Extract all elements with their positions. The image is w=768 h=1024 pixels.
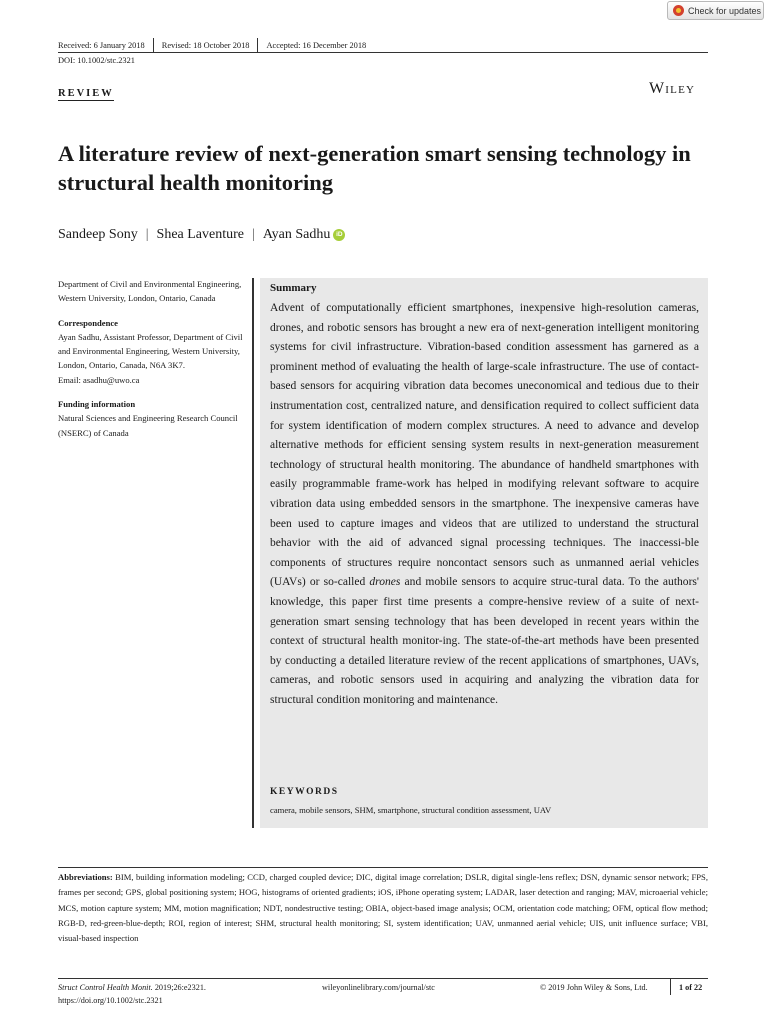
affiliation: Department of Civil and Environmental Engineering, Western University, London, Ontario, Canada (58, 279, 242, 304)
summary-italic-term: drones (369, 576, 401, 589)
author-divider: | (145, 227, 149, 242)
author-name: Ayan Sadhu (262, 227, 331, 242)
orcid-icon[interactable]: iD (333, 229, 345, 241)
received-date: Received: 6 January 2018 (58, 41, 145, 50)
affiliation-sidebar (58, 277, 248, 440)
abbreviations-rule (58, 867, 708, 868)
keywords-list: camera, mobile sensors, SHM, smartphone, structural condition assessment, UAV (270, 805, 552, 815)
author-divider: | (252, 227, 255, 242)
page-number: 1 of 22 (679, 983, 703, 992)
revised-date: Revised: 18 October 2018 (161, 41, 250, 50)
header-rule (58, 52, 708, 53)
crossmark-icon (673, 5, 684, 16)
footer-citation (58, 983, 206, 992)
abbreviations (58, 870, 708, 946)
funding-heading: Funding information (58, 399, 136, 410)
footer-rule (58, 978, 708, 979)
footer-journal: Struct Control Health Monit. (58, 983, 153, 992)
doi: DOI: 10.1002/stc.2321 (58, 56, 135, 65)
summary-text-part: and mobile sensors to acquire struc-tural data. To the authors' knowledge, this paper first time presents a compre-hensive review of a suite of next-generation smart sensing technology that has been developed in recent years within the context of structural health monitor-ing. The state-of-the-art methods have been presented by conducting a detailed literature review of the recent applications of smartphones, UAVs, cameras, and robotic sensors used in acquiring and analyzing the vibration data for structural condition monitoring and maintenance. (270, 576, 699, 706)
column-divider (252, 278, 254, 828)
footer-doi-link[interactable]: https://doi.org/10.1002/stc.2321 (58, 996, 163, 1005)
correspondence-email[interactable]: Email: asadhu@uwo.ca (58, 374, 140, 385)
footer-divider (670, 979, 671, 995)
keywords-heading: KEYWORDS (270, 787, 339, 797)
publisher-logo: Wiley (649, 80, 696, 97)
footer-volume: 2019;26:e2321. (152, 983, 206, 992)
author-name: Shea Laventure (156, 227, 244, 242)
check-for-updates-button[interactable] (667, 1, 764, 20)
correspondence-heading: Correspondence (58, 317, 118, 328)
summary-text-part: Advent of computationally efficient smartphones, inexpensive high-resolution cameras, drones, and robotic sensors has brought a new era of next-generation intelligent monitoring systems for civil infrastructure. Vibration-based condition assessment has garnered as a prominent method of evaluating the health of large-scale infrastructure. The use of contact-based sensors for acquiring vibration data becomes uneconomical and tedious due to their instrumentation cost, centralized nature, and densification required to collect sufficient data for system identification of modern complex structures. A need to advance and develop alternative methods for efficient sensing system results in next-generation measurement technology of structural health monitoring. The abundance of handheld smartphones with easily programmable frame-work has helped in modifying relevant software to acquire vibration data using embedded sensors in the smartphone. The inexpensive cameras have been used to capture images and videos that are utilized to understand the structural behavior with the aid of advanced signal processing techniques. The inaccessi-ble components of structures require noncontact sensors such as unmanned aerial vehicles (UAVs) or so-called (270, 302, 699, 589)
summary-text (270, 299, 699, 710)
check-for-updates-label: Check for updates (688, 5, 762, 16)
abbreviations-label: Abbreviations: (58, 872, 113, 882)
author-name: Sandeep Sony (58, 227, 138, 242)
author-list (58, 227, 345, 243)
article-title: A literature review of next-generation smart sensing technology in structural health monitoring (58, 141, 691, 195)
article-dates (58, 38, 374, 53)
footer-site-link[interactable]: wileyonlinelibrary.com/journal/stc (322, 983, 435, 992)
correspondence-text: Ayan Sadhu, Assistant Professor, Department of Civil and Environmental Engineering, Western University, London, Ontario, Canada, N6A 3K7. (58, 331, 243, 371)
accepted-date: Accepted: 16 December 2018 (266, 41, 367, 50)
abbreviations-text: BIM, building information modeling; CCD, charged coupled device; DIC, digital image correlation; DSLR, digital single-lens reflex; DSN, dynamic sensor network; FPS, frames per second; GPS, global positioning system; HOG, histograms of oriented gradients; iOS, iPhone operating system; LADAR, laser detection and ranging; MAV, microaerial vehicle; MCS, motion capture system; MM, motion magnification; NDT, nondestructive testing; OBIA, object-based image analysis; OCM, orientation code matching; OFM, optical flow method; RGB-D, red-green-blue-depth; ROI, region of interest; SHM, structural health monitoring; SI, system identification; UAV, unmanned aerial vehicle; UIS, unit influence surface; VBI, visual-based inspection (58, 872, 708, 944)
summary-heading: Summary (270, 282, 317, 294)
funding-text: Natural Sciences and Engineering Research Council (NSERC) of Canada (58, 413, 238, 438)
section-label: REVIEW (58, 88, 114, 99)
footer-copyright: © 2019 John Wiley & Sons, Ltd. (540, 983, 648, 992)
